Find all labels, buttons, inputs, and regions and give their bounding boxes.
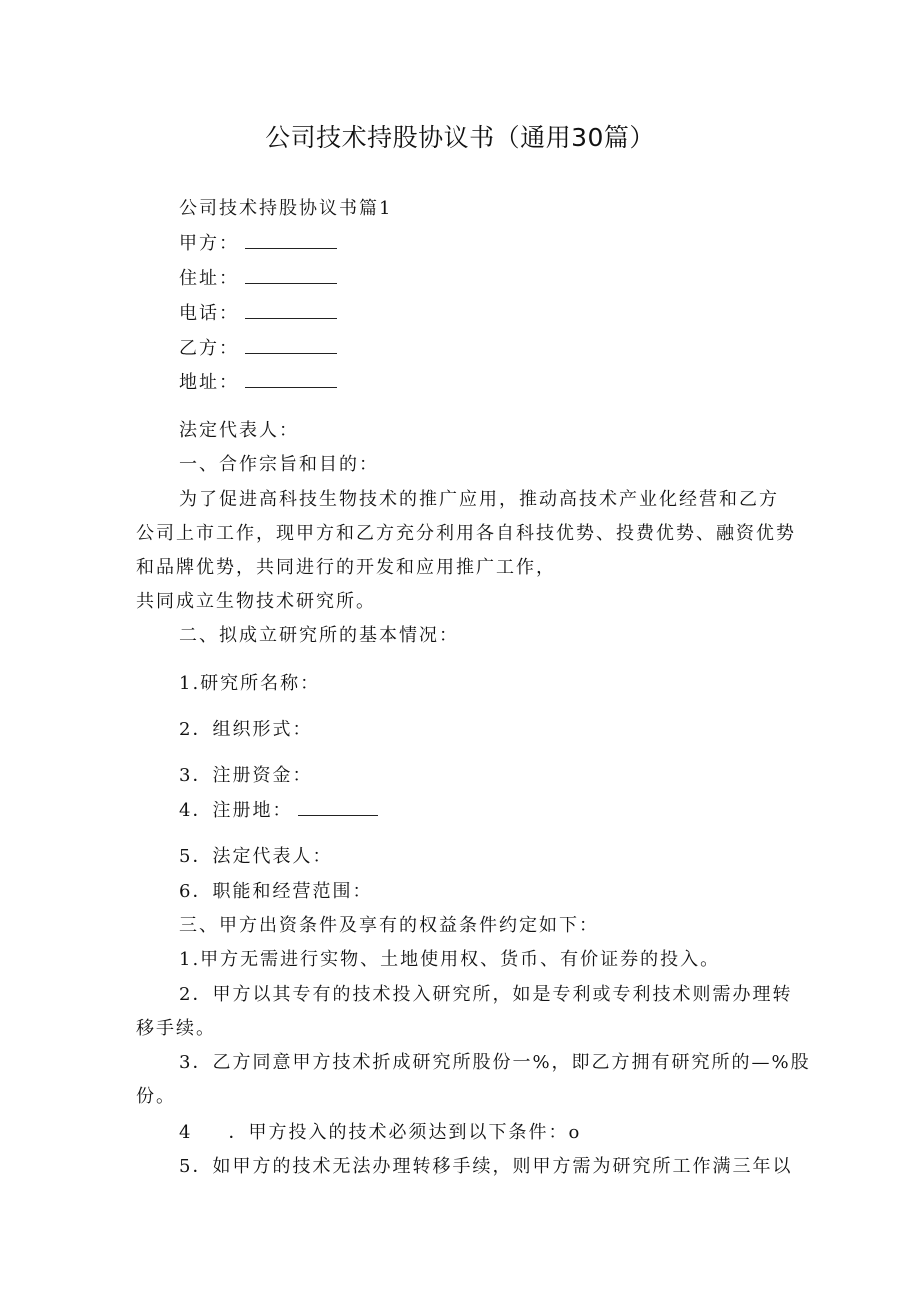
- paragraph-line: 共同成立生物技术研究所。: [136, 591, 376, 612]
- list-item: [179, 1121, 581, 1145]
- fill-blank: [245, 267, 337, 284]
- paragraph-line: 公司上市工作，现甲方和乙方充分利用各自科技优势、投费优势、融资优势: [136, 523, 796, 544]
- list-item: 5．如甲方的技术无法办理转移手续，则甲方需为研究所工作满三年以: [179, 1156, 793, 1177]
- party-field: [179, 232, 337, 256]
- fill-blank: [245, 337, 337, 354]
- party-label: 甲方：: [179, 233, 239, 254]
- list-item: 3．注册资金：: [179, 765, 313, 786]
- address-field: [179, 267, 337, 291]
- list-item: 6．职能和经营范围：: [179, 881, 373, 902]
- list-item-label: 4．注册地：: [179, 800, 293, 821]
- party-field: [179, 337, 337, 361]
- party-label: 住址：: [179, 268, 239, 289]
- legal-rep-line: 法定代表人：: [179, 420, 299, 441]
- party-label: 地址：: [179, 372, 239, 393]
- party-label: 电话：: [179, 303, 239, 324]
- fill-blank: [245, 302, 337, 319]
- section-2-heading: 二、拟成立研究所的基本情况：: [179, 625, 459, 646]
- section-heading: 公司技术持股协议书篇1: [179, 198, 393, 219]
- list-item: [179, 799, 378, 823]
- paragraph-line: 为了促进高科技生物技术的推广应用，推动高技术产业化经营和乙方: [179, 489, 779, 510]
- paragraph-line: 和品牌优势，共同进行的开发和应用推广工作，: [136, 557, 556, 578]
- list-item-continuation: 份。: [136, 1086, 176, 1107]
- fill-blank: [298, 799, 378, 816]
- list-item: 3．乙方同意甲方技术折成研究所股份一%，即乙方拥有研究所的—%股: [179, 1052, 811, 1073]
- list-item-label: ．甲方投入的技术必须达到以下条件：o: [228, 1122, 582, 1143]
- fill-blank: [245, 232, 337, 249]
- document-title: 公司技术持股协议书（通用30篇）: [265, 123, 655, 152]
- phone-field: [179, 302, 337, 326]
- address-field: [179, 371, 337, 395]
- list-item-continuation: 移手续。: [136, 1018, 216, 1039]
- list-item: 1.研究所名称：: [179, 673, 321, 694]
- section-1-heading: 一、合作宗旨和目的：: [179, 454, 379, 475]
- list-item: 2．甲方以其专有的技术投入研究所，如是专利或专利技术则需办理转: [179, 984, 793, 1005]
- list-item: 5．法定代表人：: [179, 846, 333, 867]
- party-label: 乙方：: [179, 338, 239, 359]
- list-item: 1.甲方无需进行实物、土地使用权、货币、有价证券的投入。: [179, 949, 721, 970]
- section-3-heading: 三、甲方出资条件及享有的权益条件约定如下：: [179, 915, 599, 936]
- fill-blank: [245, 371, 337, 388]
- list-item: 2．组织形式：: [179, 719, 313, 740]
- list-item-number: 4: [179, 1122, 193, 1143]
